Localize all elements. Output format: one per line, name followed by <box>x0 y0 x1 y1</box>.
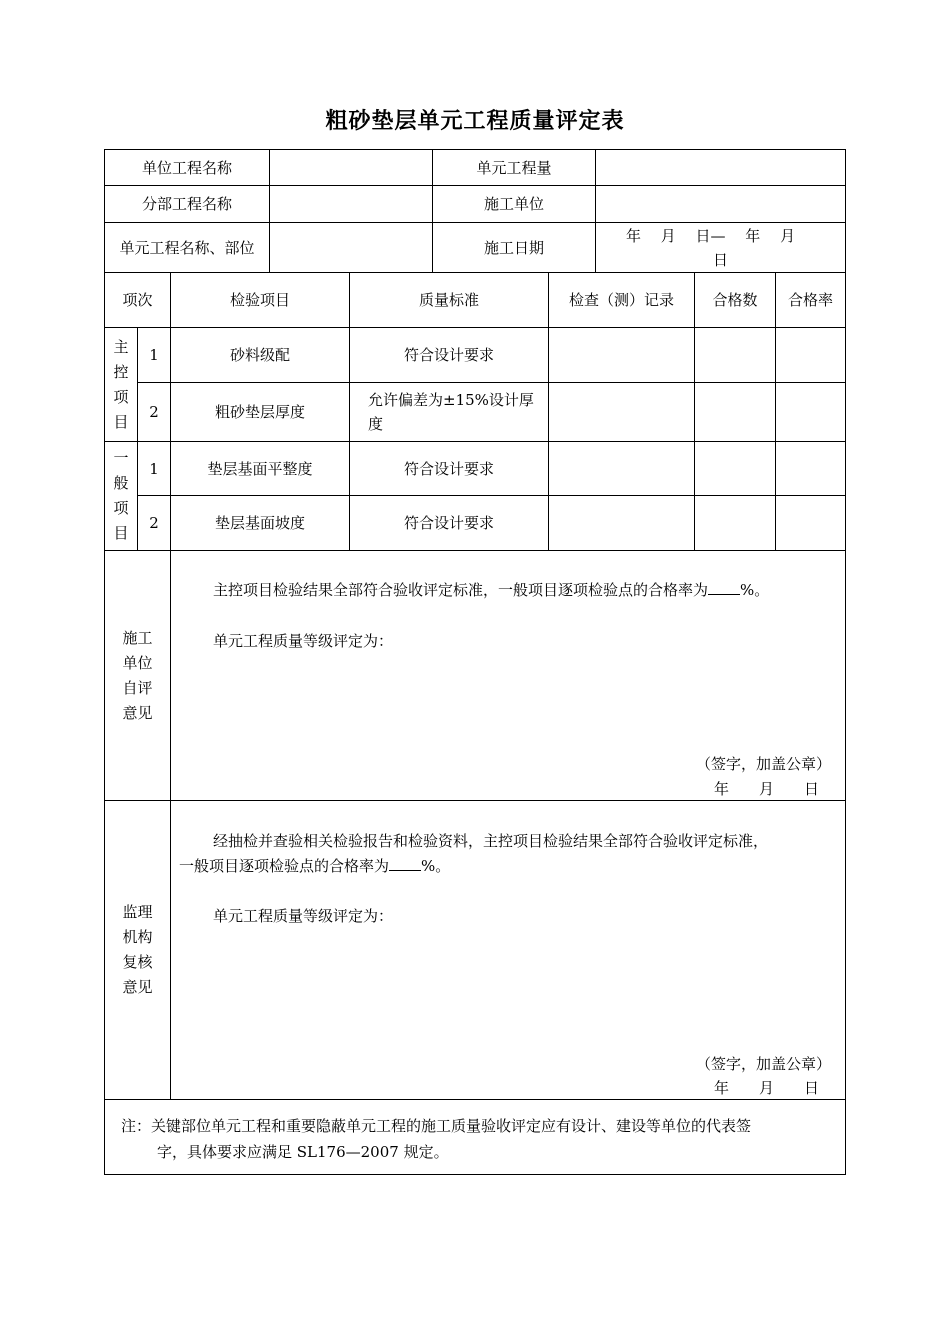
evaluation-form <box>104 149 846 1175</box>
row-standard: 符合设计要求 <box>350 442 549 496</box>
group-main-control: 主 控 项 目 <box>105 328 138 442</box>
supervisor-sign: （签字，加盖公章） <box>695 1055 831 1073</box>
group-general: 一 般 项 目 <box>105 442 138 551</box>
unit-project-label: 单位工程名称 <box>105 150 270 186</box>
element-label: 单元工程名称、部位 <box>105 223 270 273</box>
row-record[interactable] <box>549 496 695 551</box>
row-item: 粗砂垫层厚度 <box>171 383 350 442</box>
col-pass-count: 合格数 <box>695 273 776 328</box>
row-no: 1 <box>138 442 171 496</box>
pass-rate-blank[interactable] <box>708 578 740 595</box>
note-line-1: 注：关键部位单元工程和重要隐蔽单元工程的施工质量验收评定应有设计、建设等单位的代表签 <box>121 1117 752 1135</box>
row-pass-rate[interactable] <box>776 383 845 442</box>
contractor-field[interactable] <box>596 186 845 223</box>
row-no: 2 <box>138 383 171 442</box>
contractor-label: 施工单位 <box>433 186 596 223</box>
row-pass-count[interactable] <box>695 383 776 442</box>
unit-qty-field[interactable] <box>596 150 845 186</box>
page-title: 粗砂垫层单元工程质量评定表 <box>325 108 625 134</box>
supervisor-label: 监理 机构 复核 意见 <box>105 801 171 1100</box>
row-item: 砂料级配 <box>171 328 350 383</box>
date-line-2: 日 <box>713 250 729 269</box>
self-eval-label: 施工 单位 自评 意见 <box>105 551 171 801</box>
row-standard: 符合设计要求 <box>350 328 549 383</box>
row-pass-rate[interactable] <box>776 328 845 383</box>
row-no: 1 <box>138 328 171 383</box>
col-item: 检验项目 <box>171 273 350 328</box>
self-eval-text: 主控项目检验结果全部符合验收评定标准，一般项目逐项检验点的合格率为 %。 <box>213 578 769 603</box>
row-pass-rate[interactable] <box>776 442 845 496</box>
supervisor-date: 年 月 日 <box>713 1079 819 1097</box>
pass-rate-blank[interactable] <box>389 854 421 871</box>
col-pass-rate: 合格率 <box>776 273 845 328</box>
col-record: 检查（测）记录 <box>549 273 695 328</box>
self-eval-grade: 单元工程质量等级评定为： <box>213 632 394 650</box>
sub-project-field[interactable] <box>270 186 433 223</box>
unit-qty-label: 单元工程量 <box>433 150 596 186</box>
row-pass-count[interactable] <box>695 328 776 383</box>
unit-project-field[interactable] <box>270 150 433 186</box>
col-standard: 质量标准 <box>350 273 549 328</box>
row-pass-count[interactable] <box>695 496 776 551</box>
row-record[interactable] <box>549 383 695 442</box>
self-eval-sign: （签字，加盖公章） <box>695 755 831 773</box>
col-seq: 项次 <box>105 273 171 328</box>
row-pass-count[interactable] <box>695 442 776 496</box>
row-item: 垫层基面坡度 <box>171 496 350 551</box>
note-line-2: 字，具体要求应满足 SL176—2007 规定。 <box>157 1143 449 1161</box>
element-field[interactable] <box>270 223 433 273</box>
row-standard: 允许偏差为±15%设计厚度 <box>350 383 549 442</box>
row-item: 垫层基面平整度 <box>171 442 350 496</box>
row-no: 2 <box>138 496 171 551</box>
supervisor-grade: 单元工程质量等级评定为： <box>213 907 394 925</box>
sub-project-label: 分部工程名称 <box>105 186 270 223</box>
supervisor-line-1: 经抽检并查验相关检验报告和检验资料，主控项目检验结果全部符合验收评定标准， <box>213 832 769 850</box>
row-record[interactable] <box>549 328 695 383</box>
date-line-1: 年 月 日— 年 月 <box>626 226 796 245</box>
date-field[interactable] <box>596 223 845 273</box>
self-eval-date: 年 月 日 <box>713 780 819 798</box>
row-pass-rate[interactable] <box>776 496 845 551</box>
date-label: 施工日期 <box>433 223 596 273</box>
row-record[interactable] <box>549 442 695 496</box>
row-standard: 符合设计要求 <box>350 496 549 551</box>
supervisor-line-2: 一般项目逐项检验点的合格率为 %。 <box>179 854 450 879</box>
